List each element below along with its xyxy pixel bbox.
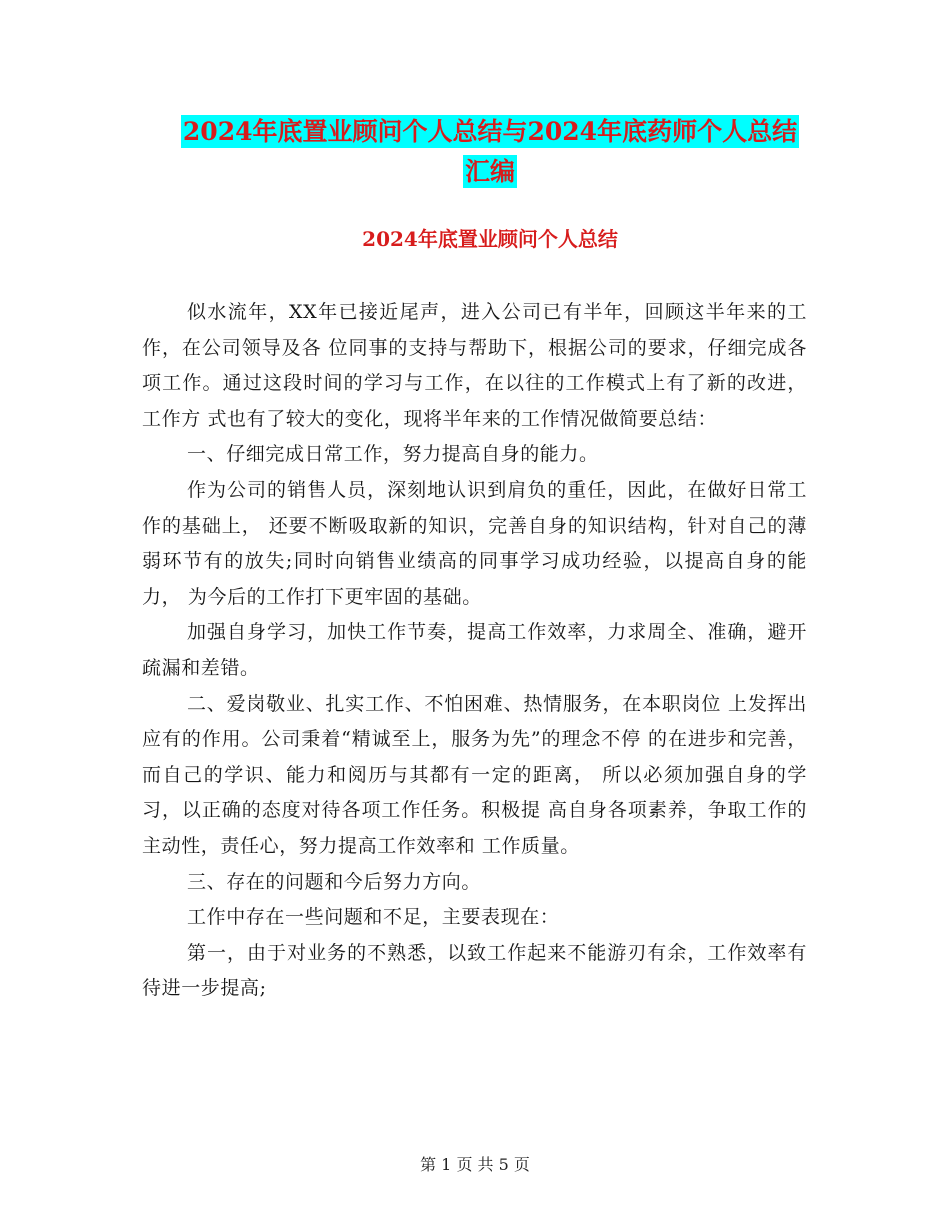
paragraph-intro: 似水流年，XX年已接近尾声，进入公司已有半年，回顾这半年来的工作，在公司领导及各 位同事的支持与帮助下，根据公司的要求，仔细完成各项工作。通过这段时间的学习与工作，在以往的工作模式上有了新的改进，工作方 式也有了较大的变化，现将半年来的工作情况做简要总结： (142, 301, 807, 430)
paragraph-heading-2: 二、爱岗敬业、扎实工作、不怕困难、热情服务，在本职岗位 上发挥出应有的作用。公司秉着“精诚至上，服务为先”的理念不停 的在进步和完善，而自己的学识、能力和阅历与其都有一定的距离， 所以必须加强自身的学习，以正确的态度对待各项工作任务。积极提 高自身各项素养，争取工作的主动性，责任心，努力提高工作效率和 工作质量。 (142, 692, 807, 857)
paragraph-problems: 工作中存在一些问题和不足，主要表现在： (187, 906, 560, 929)
document-title (140, 112, 840, 192)
section-title: 2024年底置业顾问个人总结 (362, 227, 618, 251)
paragraph-first-problem: 第一，由于对业务的不熟悉，以致工作起来不能游刃有余，工作效率有待进一步提高; (142, 941, 807, 1000)
document-title-line2: 汇编 (464, 157, 515, 186)
document-title-line1: 2024年底置业顾问个人总结与2024年底药师个人总结 (182, 117, 798, 146)
paragraph-sales-role: 作为公司的销售人员，深刻地认识到肩负的重任，因此，在做好日常工作的基础上， 还要不断吸取新的知识，完善自身的知识结构，针对自己的薄弱环节有的放失;同时向销售业绩高的同事学习成功经验，以提高自身的能 力， 为今后的工作打下更牢固的基础。 (142, 478, 807, 608)
paragraph-heading-3: 三、存在的问题和今后努力方向。 (187, 870, 482, 893)
page-number-footer: 第 1 页 共 5 页 (420, 1155, 530, 1174)
paragraph-heading-1: 一、仔细完成日常工作，努力提高自身的能力。 (187, 443, 599, 466)
paragraph-self-study: 加强自身学习，加快工作节奏，提高工作效率，力求周全、准确，避开疏漏和差错。 (142, 621, 807, 679)
document-body (142, 295, 807, 1007)
